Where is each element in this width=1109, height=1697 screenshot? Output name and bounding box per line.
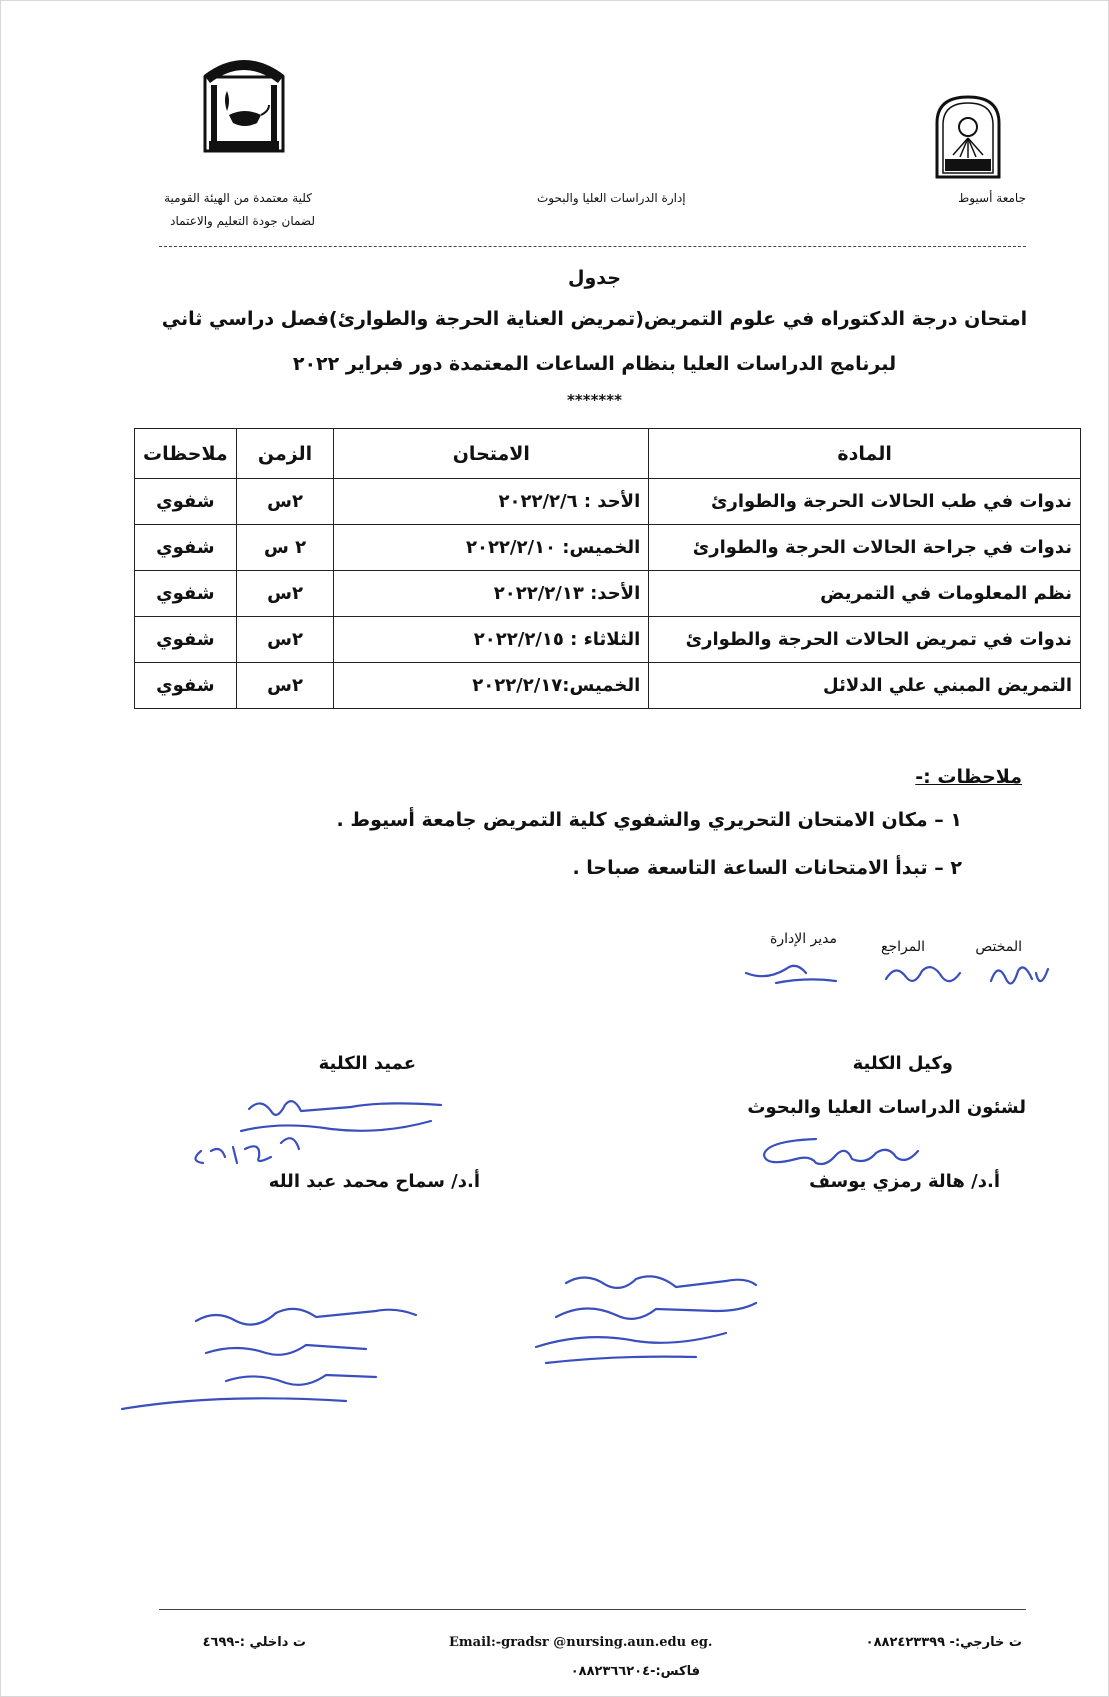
table-row: [135, 663, 1081, 709]
col-time-header: الزمن: [236, 429, 334, 479]
vice-dean-signature: [756, 1129, 946, 1171]
department-name: إدارة الدراسات العليا والبحوث: [537, 191, 686, 205]
col-exam-header: الامتحان: [334, 429, 649, 479]
table-row: [135, 571, 1081, 617]
cell-notes: شفوي: [135, 663, 237, 709]
title-stars: *******: [567, 391, 622, 409]
faculty-accreditation-line1: كلية معتمدة من الهيئة القومية: [164, 191, 312, 205]
cell-exam: الخميس: ٢٠٢٢/٢/١٠: [334, 525, 649, 571]
header-divider: [159, 246, 1026, 247]
cell-notes: شفوي: [135, 571, 237, 617]
cell-subject: نظم المعلومات في التمريض: [649, 571, 1081, 617]
cell-exam: الأحد: ٢٠٢٢/٢/١٣: [334, 571, 649, 617]
approval-initials-signature: [736, 951, 1056, 996]
university-logo: [933, 93, 1003, 179]
footer-email: Email:-gradsr @nursing.aun.edu eg.: [449, 1635, 713, 1650]
table-row: [135, 525, 1081, 571]
faculty-logo: [199, 59, 289, 159]
doc-title: جدول: [568, 267, 621, 289]
col-subject-header: المادة: [649, 429, 1081, 479]
table-row: [135, 617, 1081, 663]
footer-divider: [159, 1609, 1026, 1610]
notes-heading: ملاحظات :-: [915, 766, 1022, 788]
handwritten-approval-right: [526, 1271, 766, 1381]
note-item-2: ٢ – تبدأ الامتحانات الساعة التاسعة صباحا .: [572, 857, 962, 879]
cell-exam: الثلاثاء : ٢٠٢٢/٢/١٥: [334, 617, 649, 663]
table-row: [135, 479, 1081, 525]
table-header-row: [135, 429, 1081, 479]
exam-schedule-table: [134, 428, 1081, 709]
cell-time: ٢س: [236, 663, 334, 709]
cell-time: ٢س: [236, 617, 334, 663]
doc-subtitle-1: امتحان درجة الدكتوراه في علوم التمريض(تمريض العناية الحرجة والطوارئ)فصل دراسي ثاني: [161, 308, 1028, 330]
col-notes-header: ملاحظات: [135, 429, 237, 479]
cell-exam: الخميس:٢٠٢٢/٢/١٧: [334, 663, 649, 709]
cell-notes: شفوي: [135, 525, 237, 571]
doc-subtitle-2: لبرنامج الدراسات العليا بنظام الساعات المعتمدة دور فبراير ٢٠٢٢: [292, 353, 897, 375]
dean-title: عميد الكلية: [318, 1053, 416, 1074]
vice-dean-name: أ.د/ هالة رمزي يوسف: [809, 1171, 1000, 1192]
cell-notes: شفوي: [135, 617, 237, 663]
faculty-logo-icon: [199, 59, 289, 159]
cell-time: ٢س: [236, 479, 334, 525]
handwritten-approval-left: [116, 1291, 436, 1416]
approval-specialist: المختص: [975, 939, 1022, 955]
footer-phone-external: ت خارجي:- ٠٨٨٢٤٢٣٣٩٩: [865, 1635, 1022, 1650]
university-name: جامعة أسيوط: [958, 191, 1026, 205]
vice-dean-title: وكيل الكلية: [852, 1053, 953, 1074]
cell-time: ٢س: [236, 571, 334, 617]
approval-manager: مدير الإدارة: [769, 931, 837, 947]
cell-subject: التمريض المبني علي الدلائل: [649, 663, 1081, 709]
footer-phone-internal: ت داخلي :-٤٦٩٩: [202, 1635, 306, 1650]
cell-subject: ندوات في طب الحالات الحرجة والطوارئ: [649, 479, 1081, 525]
university-logo-icon: [933, 93, 1003, 179]
dean-name: أ.د/ سماح محمد عبد الله: [268, 1171, 480, 1192]
cell-exam: الأحد : ٢٠٢٢/٢/٦: [334, 479, 649, 525]
cell-subject: ندوات في جراحة الحالات الحرجة والطوارئ: [649, 525, 1081, 571]
dean-signature: [181, 1091, 451, 1171]
cell-subject: ندوات في تمريض الحالات الحرجة والطوارئ: [649, 617, 1081, 663]
faculty-accreditation-line2: لضمان جودة التعليم والاعتماد: [170, 214, 315, 228]
vice-dean-affairs: لشئون الدراسات العليا والبحوث: [747, 1097, 1026, 1118]
cell-time: ٢ س: [236, 525, 334, 571]
footer-fax: فاكس:-٠٨٨٢٣٦٦٢٠٤: [570, 1664, 700, 1679]
cell-notes: شفوي: [135, 479, 237, 525]
approval-reviewer: المراجع: [881, 939, 925, 955]
note-item-1: ١ – مكان الامتحان التحريري والشفوي كلية التمريض جامعة أسيوط .: [336, 809, 962, 831]
